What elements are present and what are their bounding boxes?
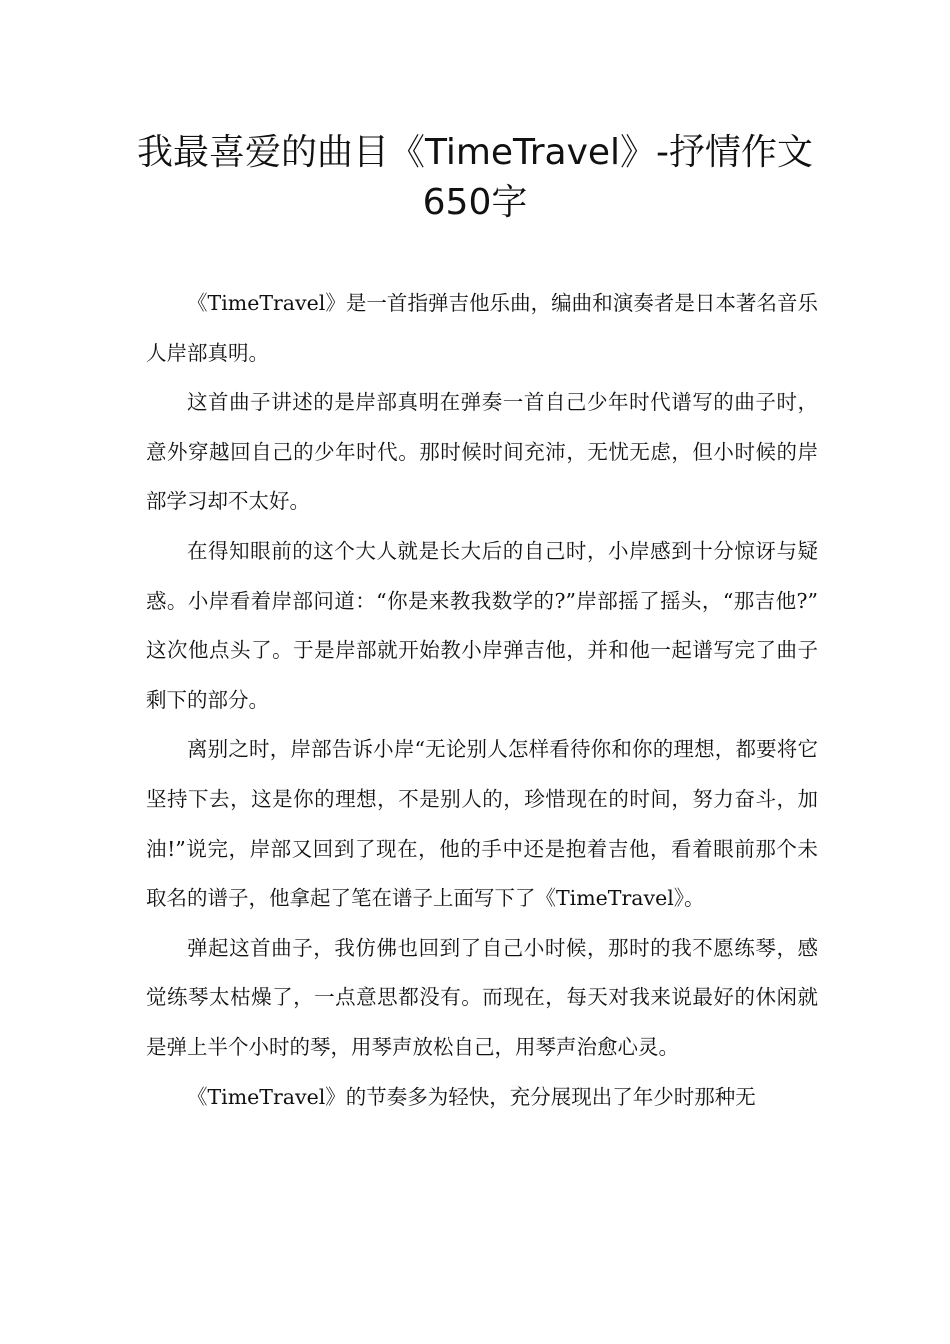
document-title: 我最喜爱的曲目《TimeTravel》-抒情作文650字 [136, 132, 814, 223]
paragraph-5: 弹起这首曲子，我仿佛也回到了自己小时候，那时的我不愿练琴，感觉练琴太枯燥了，一点意思都没有。而现在，每天对我来说最好的休闲就是弹上半个小时的琴，用琴声放松自己，用琴声治愈心灵。 [146, 935, 818, 1059]
paragraph-1: 《TimeTravel》是一首指弹吉他乐曲，编曲和演奏者是日本著名音乐人岸部真明。 [146, 291, 818, 365]
paragraph-6: 《TimeTravel》的节奏多为轻快，充分展现出了年少时那种无 [187, 1084, 756, 1109]
paragraph-4: 离别之时，岸部告诉小岸“无论别人怎样看待你和你的理想，都要将它坚持下去，这是你的理想，不是别人的，珍惜现在的时间，努力奋斗，加油!”说完，岸部又回到了现在，他的手中还是抱着吉他，看着眼前那个未取名的谱子，他拿起了笔在谱子上面写下了《TimeTravel》。 [146, 737, 818, 911]
document-body [146, 279, 818, 1122]
paragraph-3: 在得知眼前的这个大人就是长大后的自己时，小岸感到十分惊讶与疑惑。小岸看着岸部问道：“你是来教我数学的?”岸部摇了摇头，“那吉他?”这次他点头了。于是岸部就开始教小岸弹吉他，并和他一起谱写完了曲子剩下的部分。 [146, 538, 818, 712]
paragraph-2: 这首曲子讲述的是岸部真明在弹奏一首自己少年时代谱写的曲子时，意外穿越回自己的少年时代。那时候时间充沛，无忧无虑，但小时候的岸部学习却不太好。 [146, 390, 818, 514]
